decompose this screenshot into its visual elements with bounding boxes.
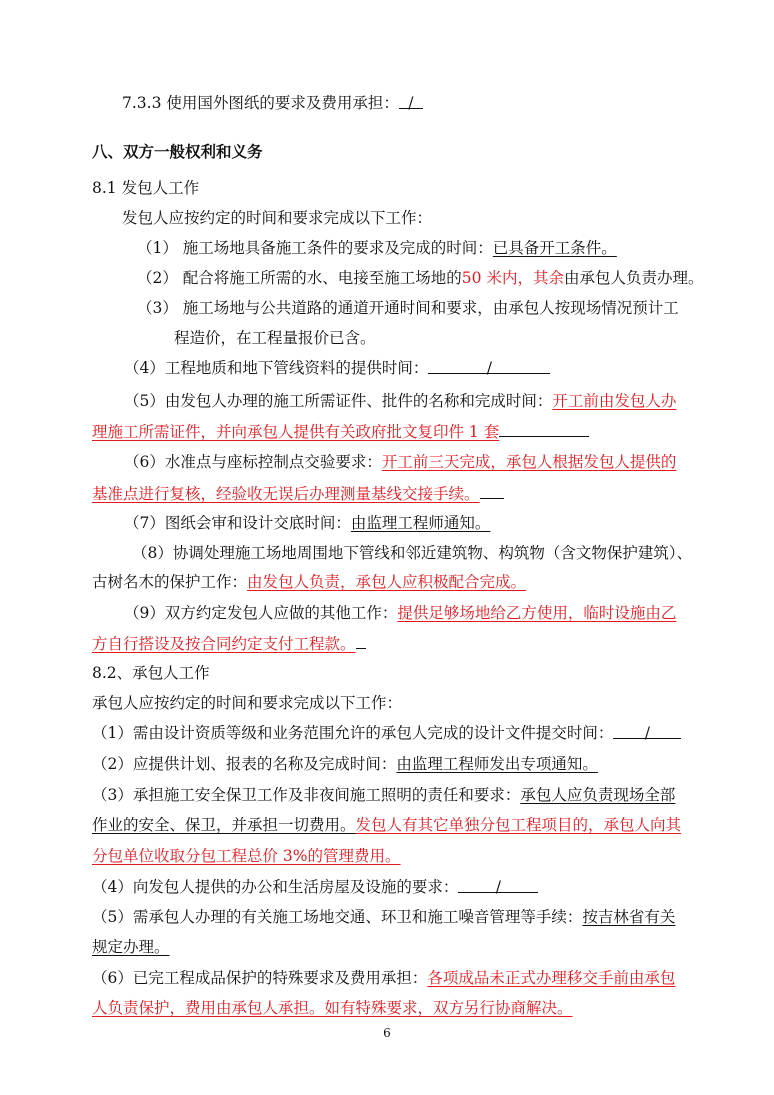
text-run: 发包人有其它单独分包工程项目的，承包人向其 <box>355 816 682 834</box>
text-line <box>92 997 573 1019</box>
text-line <box>137 237 617 259</box>
text-line <box>122 92 423 114</box>
text-line <box>92 967 675 989</box>
fill-in-blank: / <box>408 94 414 112</box>
text-run: 人负责保护，费用由承包人承担。如有特殊要求，双方另行协商解决。 <box>92 999 573 1017</box>
text-run: 承包人应负责现场全部 <box>520 786 676 804</box>
text-run: 理施工所需证件，并向承包人提供有关政府批文复印件 1 套 <box>92 423 500 441</box>
text-run: （3）承担施工安全保卫工作及非夜间施工照明的责任和要求： <box>92 786 521 804</box>
blank-field <box>428 357 550 377</box>
text-run: （4）向发包人提供的办公和生活房屋及设施的要求： <box>92 878 459 896</box>
text-line <box>124 357 550 379</box>
text-run: （6）水准点与座标控制点交验要求： <box>124 453 382 471</box>
text-line <box>124 451 676 473</box>
fill-in-blank: / <box>495 878 501 896</box>
text-line <box>92 784 675 806</box>
text-line <box>92 571 526 593</box>
text-run: 方自行搭设及按合同约定支付工程款。 <box>92 635 356 653</box>
text-line <box>92 632 366 655</box>
blank-field <box>356 632 366 649</box>
fill-in-blank: / <box>486 359 492 377</box>
text-line <box>92 692 402 714</box>
text-run: （9）双方约定发包人应做的其他工作： <box>124 604 398 622</box>
text-line <box>92 722 681 744</box>
blank-field <box>499 420 589 437</box>
text-run: 已具备开工条件。 <box>492 239 617 257</box>
text-line <box>124 602 676 624</box>
blank-field <box>458 876 538 896</box>
text-run: 由发包人负责，承包人应积极配合完成。 <box>247 573 527 591</box>
text-line <box>92 420 589 443</box>
text-run: 开工前三天完成，承包人根据发包人提供的 <box>381 453 677 471</box>
page-number: 6 <box>383 1026 391 1040</box>
text-run: （1） 施工场地具备施工条件的要求及完成的时间： <box>137 239 493 257</box>
text-line <box>92 177 199 199</box>
text-run: （5）由发包人办理的施工所需证件、批件的名称和完成时间： <box>124 392 553 410</box>
text-run: 承包人应按约定的时间和要求完成以下工作： <box>92 694 403 712</box>
text-run: （2）应提供计划、报表的名称及完成时间： <box>92 755 397 773</box>
text-line <box>132 542 692 564</box>
text-run: （4）工程地质和地下管线资料的提供时间： <box>124 359 429 377</box>
text-run: 发包人应按约定的时间和要求完成以下工作： <box>122 209 433 227</box>
text-run: 按吉林省有关 <box>582 908 676 926</box>
text-line <box>92 906 675 928</box>
text-run: 8.2、承包人工作 <box>92 664 210 682</box>
text-line <box>92 753 598 775</box>
text-run: 规定办理。 <box>92 938 170 956</box>
text-line <box>92 845 401 867</box>
text-line <box>124 512 490 534</box>
text-line <box>137 297 679 319</box>
text-line <box>174 327 376 349</box>
text-run: 由监理工程师通知。 <box>350 514 491 532</box>
text-run: 八、双方一般权利和义务 <box>92 142 263 161</box>
blank-field <box>480 482 504 499</box>
text-run: 由承包人负责办理。 <box>563 269 704 287</box>
blank-field <box>399 92 423 112</box>
text-run: 7.3.3 使用国外图纸的要求及费用承担： <box>122 94 399 112</box>
text-run: （8）协调处理施工场地周围地下管线和邻近建筑物、构筑物（含文物保护建筑）、 <box>132 544 693 562</box>
text-line <box>92 876 538 898</box>
text-run: （3） 施工场地与公共道路的通道开通时间和要求，由承包人按现场情况预计工 <box>137 299 679 317</box>
text-line <box>137 267 703 289</box>
text-run: （2） 配合将施工所需的水、电接至施工场地的 <box>137 269 462 287</box>
text-run: （5）需承包人办理的有关施工场地交通、环卫和施工噪音管理等手续： <box>92 908 583 926</box>
text-run: 作业的安全、保卫，并承担一切费用。 <box>92 816 356 834</box>
text-run: （1）需由设计资质等级和业务范围允许的承包人完成的设计文件提交时间： <box>92 724 614 742</box>
text-run: 古树名木的保护工作： <box>92 573 248 591</box>
text-run: （7）图纸会审和设计交底时间： <box>124 514 351 532</box>
text-line <box>92 482 504 505</box>
text-run: 提供足够场地给乙方使用，临时设施由乙 <box>397 604 677 622</box>
text-run: 分包单位收取分包工程总价 3%的管理费用。 <box>92 847 401 865</box>
text-run: 8.1 发包人工作 <box>92 179 200 197</box>
text-run: 基准点进行复核，经验收无误后办理测量基线交接手续。 <box>92 485 480 503</box>
fill-in-blank: / <box>644 724 650 742</box>
text-run: 50 米内，其余 <box>461 269 564 287</box>
text-run: 程造价，在工程量报价已含。 <box>174 329 376 347</box>
text-run: 各项成品未正式办理移交手前由承包 <box>427 969 676 987</box>
text-line <box>92 141 263 163</box>
text-run: 由监理工程师发出专项通知。 <box>396 755 598 773</box>
text-run: （6）已完工程成品保护的特殊要求及费用承担： <box>92 969 428 987</box>
text-run: 开工前由发包人办 <box>552 392 677 410</box>
text-line <box>92 814 681 836</box>
text-line <box>124 390 676 412</box>
text-line <box>122 207 432 229</box>
text-line <box>92 936 170 958</box>
text-line <box>92 662 210 684</box>
blank-field <box>613 722 681 742</box>
